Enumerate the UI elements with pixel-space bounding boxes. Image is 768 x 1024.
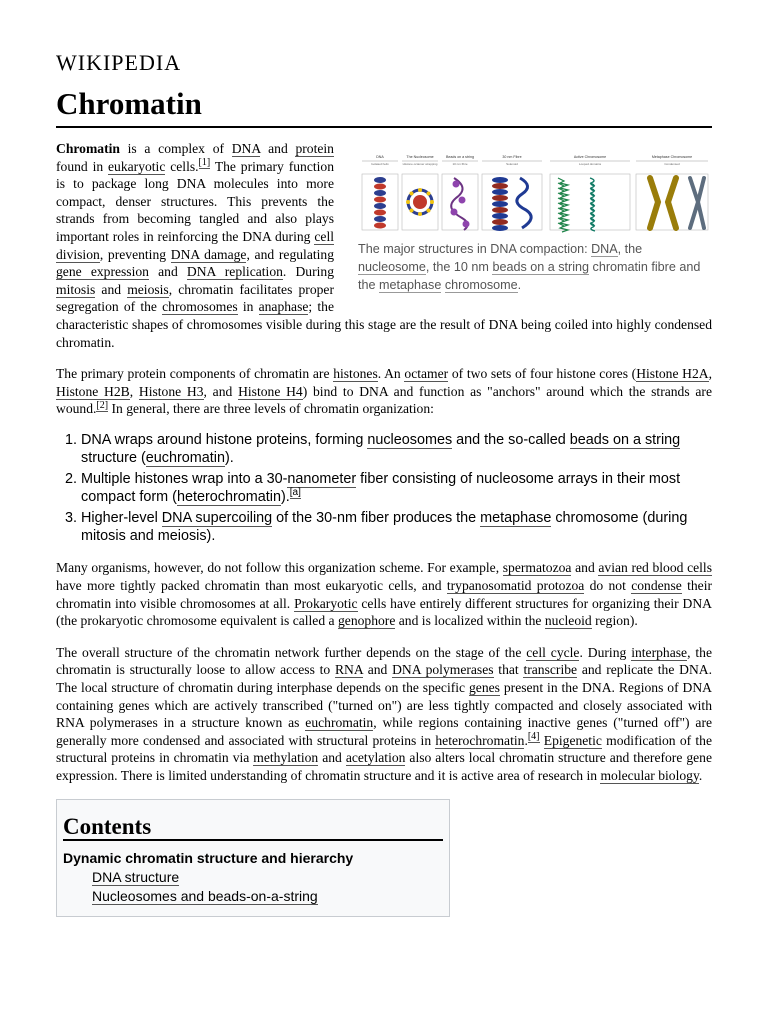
toc-title: Contents bbox=[63, 818, 443, 842]
note-a[interactable]: [a] bbox=[289, 486, 301, 498]
link-dna-polymerases[interactable]: DNA polymerases bbox=[392, 662, 494, 678]
link-dna-supercoiling[interactable]: DNA supercoiling bbox=[161, 510, 273, 527]
histone-core bbox=[413, 195, 427, 209]
link-eukaryotic[interactable]: eukaryotic bbox=[108, 158, 166, 174]
link-metaphase[interactable]: metaphase bbox=[379, 278, 442, 292]
dna-helix-segment bbox=[374, 190, 386, 196]
dna-bead bbox=[418, 188, 422, 192]
link-anaphase[interactable]: anaphase bbox=[258, 299, 309, 315]
organisms-paragraph: Many organisms, however, do not follow this organization scheme. For example, spermatozoa and avian red blood cells have more tightly packed chromatin than most eukaryotic cells, and trypanosomatid protozoa do not condense their chromatin into visible chromosomes at all. Prokaryotic cells have entirely different structures for organizing their DNA (the prokaryotic chromosome equivalent is called a genophore and is localized within the nucleoid region). bbox=[56, 560, 712, 629]
link-heterochromatin[interactable]: heterochromatin bbox=[176, 488, 281, 505]
link-histone-h3[interactable]: Histone H3 bbox=[138, 383, 204, 399]
link-octamer[interactable]: octamer bbox=[404, 366, 449, 382]
wikipedia-wordmark[interactable]: WIKIPEDIA bbox=[56, 50, 182, 75]
intro-paragraph: Chromatin is a complex of DNA and protein found in eukaryotic cells.[1] The primary function is to package long DNA molecules into more compact, denser structures. This prevents the strands from becoming tangled and also plays important roles in reinforcing the DNA during cell division, preventing DNA damage, and regulating gene expression and DNA replication. During mitosis and meiosis, chromatin facilitates proper segregation of the chromosomes in anaphase; the characteristic shapes of chromosomes visible during this stage are the result of DNA being coiled into highly condensed chromatin. bbox=[56, 141, 712, 350]
link-dna[interactable]: DNA bbox=[231, 141, 261, 156]
cell-cycle-paragraph: The overall structure of the chromatin network further depends on the stage of the cell cycle. During interphase, the chromatin is structurally loose to allow access to RNA and DNA polymerases that transcribe and replicate the DNA. The local structure of chromatin during interphase depends on the specific genes present in the DNA. Regions of DNA containing genes which are actively transcribed ("turned on") are less tightly compacted and closely associated with RNA polymerases in a structure known as euchromatin, while regions containing inactive genes ("turned off") are generally more condensed and associated with structural proteins in heterochromatin.[4] Epigenetic modification of the structural proteins in chromatin via methylation and acetylation also alters local chromatin structure and therefore gene expression. There is limited understanding of chromatin structure and it is active area of research in molecular biology. bbox=[56, 644, 713, 783]
link-euchromatin[interactable]: euchromatin bbox=[305, 715, 374, 731]
link-dna-damage[interactable]: DNA damage bbox=[170, 246, 247, 262]
link-meiosis[interactable]: meiosis bbox=[127, 281, 169, 297]
figure-panel-label: 30 nm Fibre bbox=[502, 155, 522, 159]
link-beads-on-a-string[interactable]: beads on a string bbox=[569, 431, 681, 448]
dna-bead bbox=[426, 192, 430, 196]
fibre-coil bbox=[492, 219, 508, 225]
link-trypanosomatid-protozoa[interactable]: trypanosomatid protozoa bbox=[446, 578, 585, 594]
dna-helix-segment bbox=[374, 184, 386, 190]
link-nucleoid[interactable]: nucleoid bbox=[544, 613, 592, 629]
histones-paragraph: The primary protein components of chromatin are histones. An octamer of two sets of four histone cores (Histone H2A, Histone H2B, Histone H3, and Histone H4) bind to DNA and function as "anchors" around which the strands are wound.[2] In general, there are three levels of chromatin organization: bbox=[56, 366, 713, 417]
figure-panel-label: Beads on a string bbox=[446, 155, 474, 159]
toc-link[interactable]: Nucleosomes and beads-on-a-string bbox=[92, 888, 318, 905]
link-nucleosomes[interactable]: nucleosomes bbox=[367, 431, 453, 448]
dna-helix-segment bbox=[374, 203, 386, 209]
toc-link[interactable]: DNA structure bbox=[92, 869, 180, 886]
figure-panel-label: The Nucleosome bbox=[406, 155, 434, 159]
organization-levels-list bbox=[56, 432, 712, 546]
figure-panel-label: Metaphase Chromosome bbox=[651, 155, 693, 159]
citation-2[interactable]: [2] bbox=[96, 399, 109, 411]
fibre-coil bbox=[492, 225, 508, 231]
fibre-coil bbox=[492, 189, 508, 195]
link-transcribe[interactable]: transcribe bbox=[523, 662, 578, 678]
bead bbox=[459, 197, 466, 204]
figure-caption bbox=[358, 240, 712, 294]
link-epigenetic[interactable]: Epigenetic bbox=[543, 732, 602, 748]
link-condense[interactable]: condense bbox=[631, 578, 682, 594]
link-histones[interactable]: histones bbox=[333, 366, 378, 382]
bead bbox=[453, 181, 460, 188]
link-histone-h2b[interactable]: Histone H2B bbox=[56, 383, 130, 399]
dna-bead bbox=[410, 208, 414, 212]
dna-compaction-figure bbox=[358, 152, 712, 294]
link-nanometer[interactable]: nanometer bbox=[287, 471, 357, 488]
link-histone-h4[interactable]: Histone H4 bbox=[238, 383, 303, 399]
link-genophore[interactable]: genophore bbox=[337, 613, 396, 629]
link-protein[interactable]: protein bbox=[295, 141, 334, 156]
figure-panel-frame bbox=[482, 174, 542, 230]
dna-compaction-diagram[interactable] bbox=[358, 152, 712, 236]
bold-term: Chromatin bbox=[56, 141, 120, 156]
link-cell-cycle[interactable]: cell cycle bbox=[526, 644, 580, 660]
dna-bead bbox=[426, 208, 430, 212]
fibre-coil bbox=[492, 177, 508, 183]
link-mitosis[interactable]: mitosis bbox=[56, 281, 96, 297]
list-item: 1. DNA wraps around histone proteins, forming nucleosomes and the so-called beads on a string structure (euchromatin). bbox=[81, 432, 712, 467]
figure-panel-sublabel: 10 nm fibre bbox=[452, 162, 468, 166]
dna-bead bbox=[406, 200, 410, 204]
toc-section-dynamic-structure[interactable]: Dynamic chromatin structure and hierarchy bbox=[63, 850, 354, 867]
link-gene-expression[interactable]: gene expression bbox=[56, 264, 149, 280]
caption-text: chromatin fibre and the bbox=[358, 260, 701, 292]
list-item: 3. Higher-level DNA supercoiling of the 30-nm fiber produces the metaphase chromosome (during mitosis and meiosis). bbox=[81, 510, 712, 545]
figure-panel-sublabel: Solenoid bbox=[506, 162, 518, 166]
link-dna[interactable]: DNA bbox=[591, 242, 618, 256]
figure-panel-sublabel: Isolated helix bbox=[371, 162, 389, 166]
caption-text: The major structures in DNA compaction: bbox=[358, 242, 592, 256]
link-heterochromatin[interactable]: heterochromatin bbox=[435, 732, 525, 748]
figure-panel-label: Active Chromosome bbox=[573, 155, 607, 159]
link-euchromatin[interactable]: euchromatin bbox=[145, 449, 225, 466]
article-body bbox=[56, 140, 712, 917]
page-title: Chromatin bbox=[56, 86, 202, 121]
dna-bead bbox=[418, 212, 422, 216]
caption-text: , the 10 nm bbox=[425, 260, 493, 274]
bead bbox=[463, 221, 470, 228]
citation-4[interactable]: [4] bbox=[527, 731, 540, 743]
figure-panel-label: DNA bbox=[376, 155, 384, 159]
dna-bead bbox=[430, 200, 434, 204]
link-rna[interactable]: RNA bbox=[334, 662, 363, 678]
caption-text: , the bbox=[617, 242, 643, 256]
link-interphase[interactable]: interphase bbox=[631, 644, 688, 660]
dna-helix-segment bbox=[374, 177, 386, 183]
link-beads-on-a-string[interactable]: beads on a string bbox=[492, 260, 590, 274]
link-spermatozoa[interactable]: spermatozoa bbox=[502, 560, 572, 576]
fibre-coil bbox=[492, 195, 508, 201]
dna-bead bbox=[410, 192, 414, 196]
link-histone-h2a[interactable]: Histone H2A bbox=[636, 366, 709, 382]
link-molecular-biology[interactable]: molecular biology bbox=[600, 768, 699, 783]
dna-helix-segment bbox=[374, 223, 386, 229]
toc-subsection-nucleosomes bbox=[63, 887, 443, 906]
link-chromosome[interactable]: chromosome bbox=[444, 278, 518, 292]
figure-panel-sublabel: Condensed bbox=[664, 162, 680, 166]
link-dna-replication[interactable]: DNA replication bbox=[186, 264, 283, 280]
dna-helix-segment bbox=[374, 197, 386, 203]
toc-subsection-dna-structure bbox=[63, 868, 443, 887]
link-prokaryotic[interactable]: Prokaryotic bbox=[294, 595, 358, 611]
link-acetylation[interactable]: acetylation bbox=[345, 750, 406, 766]
link-nucleosome[interactable]: nucleosome bbox=[358, 260, 426, 274]
link-genes[interactable]: genes bbox=[469, 680, 500, 696]
fibre-coil bbox=[492, 201, 508, 207]
figure-panel-sublabel: Histone octamer wrapping bbox=[402, 162, 438, 166]
table-of-contents bbox=[56, 799, 450, 918]
title-divider bbox=[56, 126, 712, 128]
list-item: 2. Multiple histones wrap into a 30-nanometer fiber consisting of nucleosome arrays in their most compact form (heterochromatin).[a] bbox=[81, 471, 712, 506]
fibre-coil bbox=[492, 213, 508, 219]
caption-text: . bbox=[517, 278, 522, 292]
link-cell-division[interactable]: cell division bbox=[56, 228, 334, 262]
link-avian-red-blood-cells[interactable]: avian red blood cells bbox=[598, 560, 712, 576]
fibre-coil bbox=[492, 183, 508, 189]
citation-1[interactable]: [1] bbox=[198, 157, 211, 169]
link-chromosomes[interactable]: chromosomes bbox=[162, 299, 238, 315]
figure-panel-sublabel: Looped domains bbox=[578, 162, 602, 166]
dna-helix-segment bbox=[374, 210, 386, 216]
fibre-coil bbox=[492, 207, 508, 213]
link-methylation[interactable]: methylation bbox=[253, 750, 319, 766]
dna-helix-segment bbox=[374, 216, 386, 222]
bead bbox=[451, 209, 458, 216]
link-metaphase[interactable]: metaphase bbox=[480, 510, 552, 527]
